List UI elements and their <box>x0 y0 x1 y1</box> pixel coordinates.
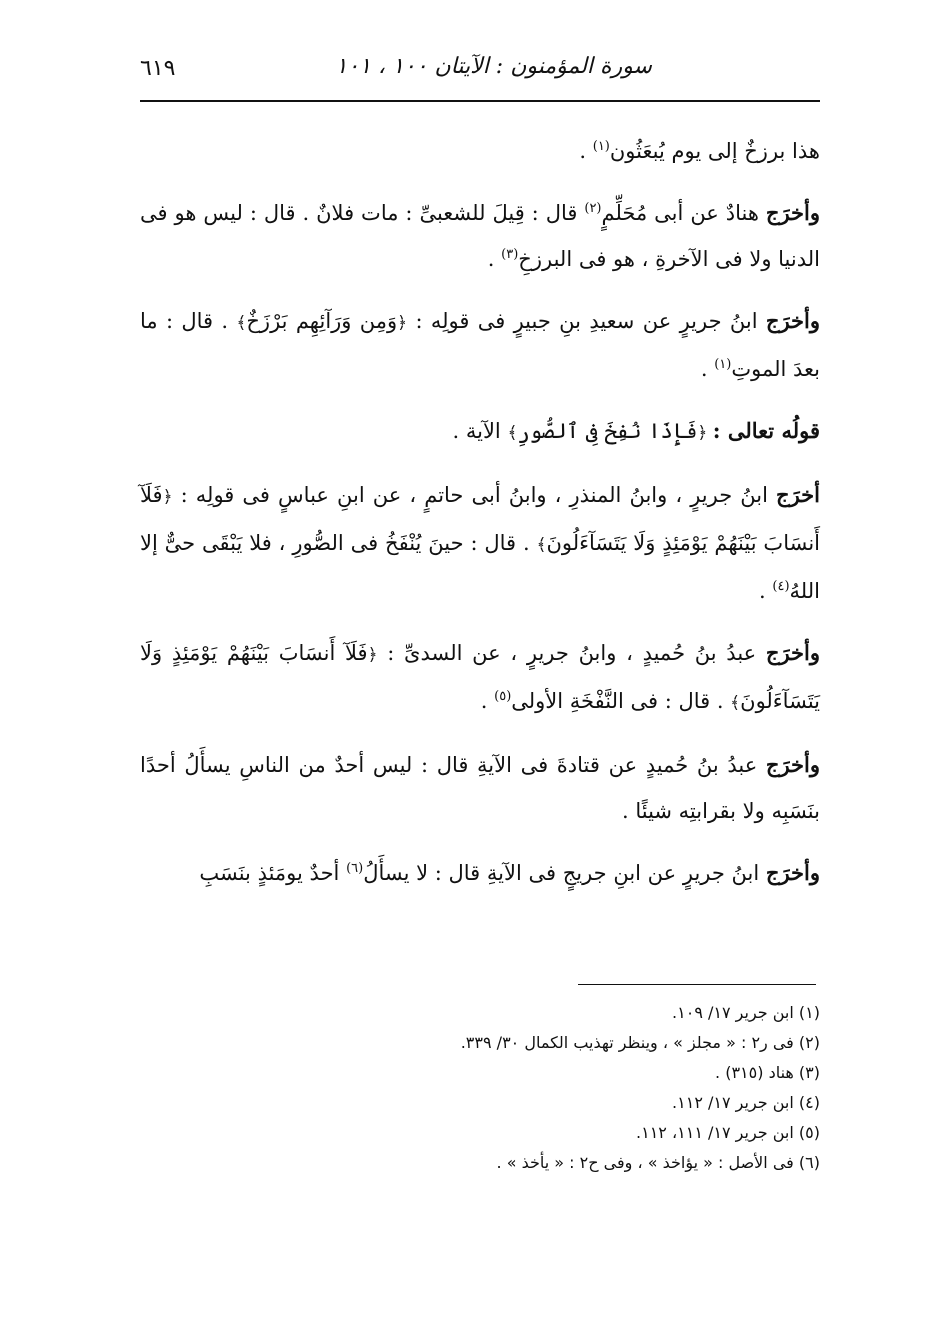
page-header <box>140 52 820 92</box>
lead-word: وأخرَج <box>765 640 820 665</box>
lead-word: وأخرَج <box>765 860 820 885</box>
ornate-bracket-open: ﴿ <box>397 313 408 333</box>
quran-quote: فَلَآ أَنسَابَ بَيْنَهُمْ يَوْمَئِذٍ وَلَا يَتَسَآءَلُونَ <box>140 483 821 555</box>
ornate-bracket-close: ﴾ <box>536 535 547 555</box>
footnote-ref[interactable]: (٦) <box>346 861 364 876</box>
footnote-ref[interactable]: (٣) <box>501 247 519 262</box>
footnotes <box>140 998 820 1178</box>
body-text <box>140 128 820 912</box>
ornate-bracket-close: ﴾ <box>507 423 518 443</box>
quran-quote: وَمِن وَرَآئِهِم بَرْزَخٌ <box>246 309 398 333</box>
paragraph-text: ابنُ جريرٍ عن ابنِ جريجٍ فى الآيةِ قال : لا يسأَلُ <box>363 861 766 885</box>
quran-quote: فَإِذَا نُفِخَ فِى ٱلصُّورِ <box>517 419 698 443</box>
footnote-ref[interactable]: (١) <box>592 139 610 154</box>
lead-word: وأخرَج <box>765 752 820 777</box>
footnote-ref[interactable]: (٢) <box>584 201 602 216</box>
running-title: سورة المؤمنون : الآيتان ١٠٠ ، ١٠١ <box>335 54 652 79</box>
header-rule <box>140 100 820 102</box>
paragraph-7 <box>140 742 820 834</box>
footnote-ref[interactable]: (٥) <box>494 689 512 704</box>
lead-word: وأخرَج <box>765 308 820 333</box>
paragraph-3: وأخرَج ابنُ جريرٍ عن سعيدِ بنِ جبيرٍ فى قولِه : ﴿وَمِن وَرَآئِهِم بَرْزَخٌ﴾ . قال : ما بعدَ الموتِ$^{(١)}$ . <box>140 308 820 381</box>
paragraph-text: عبدُ بنُ حُميدٍ ، وابنُ جريرٍ ، عن السدىِّ : <box>377 641 766 665</box>
paragraph-8: وأخرَج ابنُ جريرٍ عن ابنِ جريجٍ فى الآيةِ قال : لا يسأَلُ$^{(٦)}$ أحدٌ يومَئذٍ بنَسَبِ <box>199 860 820 885</box>
section-heading: قولُه تعالى : <box>712 418 820 443</box>
footnote-3: (٣) هناد (٣١٥) . <box>715 1063 820 1082</box>
paragraph-text: ابنُ جريرٍ ، وابنُ المنذرِ ، وابنُ أبى حاتمٍ ، عن ابنِ عباسٍ فى قولِه : <box>172 483 777 507</box>
footnote-rule <box>578 984 816 985</box>
ornate-bracket-close: ﴾ <box>236 313 247 333</box>
paragraph-4: قولُه تعالى : ﴿فَإِذَا نُفِخَ فِى ٱلصُّورِ﴾ الآية . <box>452 418 820 443</box>
lead-word: وأخرَج <box>765 200 820 225</box>
page-number: ٦١٩ <box>140 56 176 81</box>
ornate-bracket-open: ﴿ <box>697 423 713 443</box>
paragraph-text: هنادٌ عن أبى مُحَلِّمٍ <box>601 201 766 225</box>
ornate-bracket-close: ﴾ <box>730 693 741 713</box>
ornate-bracket-open: ﴿ <box>162 487 173 507</box>
ornate-bracket-open: ﴿ <box>367 645 378 665</box>
footnote-6: (٦) فى الأصل : « يؤاخذ » ، وفى ح٢ : « يأخذ » . <box>496 1153 820 1172</box>
footnote-ref[interactable]: (٤) <box>772 579 790 594</box>
footnote-5: (٥) ابن جرير ١٧/ ١١١، ١١٢. <box>636 1123 820 1142</box>
footnote-ref[interactable]: (١) <box>714 357 732 372</box>
paragraph-1: هذا برزخٌ إلى يوم يُبعَثُون$^{(١)}$ . <box>579 139 820 163</box>
footnote-4: (٤) ابن جرير ١٧/ ١١٢. <box>672 1093 820 1112</box>
paragraph-5: أخرَج ابنُ جريرٍ ، وابنُ المنذرِ ، وابنُ أبى حاتمٍ ، عن ابنِ عباسٍ فى قولِه : ﴿فَلَآ أَنسَابَ بَيْنَهُمْ يَوْمَئِذٍ وَلَا يَتَسَآءَلُونَ﴾ . قال : حينَ يُنْفَخُ فى الصُّورِ ، فلا يَبْقَى حىٌّ إلا اللهُ$^{(٤)}$ . <box>140 482 821 603</box>
footnote-2: (٢) فى ر٢ : « مجلز » ، وينظر تهذيب الكمال ٣٠/ ٣٣٩. <box>460 1033 820 1052</box>
paragraph-text: هذا برزخٌ إلى يوم يُبعَثُون <box>609 139 820 163</box>
paragraph-2: وأخرَج هنادٌ عن أبى مُحَلِّمٍ$^{(٢)}$ قال : قِيلَ للشعبىِّ : مات فلانٌ . قال : ليس هو فى الدنيا ولا فى الآخرةِ ، هو فى البرزخِ$^{(٣)}$ . <box>140 200 820 271</box>
paragraph-text: عبدُ بنُ حُميدٍ عن قتادةَ فى الآيةِ قال : ليس أحدٌ من الناسِ يسأَلُ أحدًا بنَسَبِه ولا بقرابتِه شيئًا . <box>140 753 820 823</box>
paragraph-6: وأخرَج عبدُ بنُ حُميدٍ ، وابنُ جريرٍ ، عن السدىِّ : ﴿فَلَآ أَنسَابَ بَيْنَهُمْ يَوْمَئِذٍ وَلَا يَتَسَآءَلُونَ﴾ . قال : فى النَّفْخَةِ الأولى$^{(٥)}$ . <box>140 640 820 713</box>
paragraph-text: ابنُ جريرٍ عن سعيدِ بنِ جبيرٍ فى قولِه : <box>407 309 766 333</box>
quran-quote: فَلَآ أَنسَابَ بَيْنَهُمْ يَوْمَئِذٍ وَلَا يَتَسَآءَلُونَ <box>140 641 820 713</box>
footnote-1: (١) ابن جرير ١٧/ ١٠٩. <box>672 1003 820 1022</box>
lead-word: أخرَج <box>776 482 820 507</box>
